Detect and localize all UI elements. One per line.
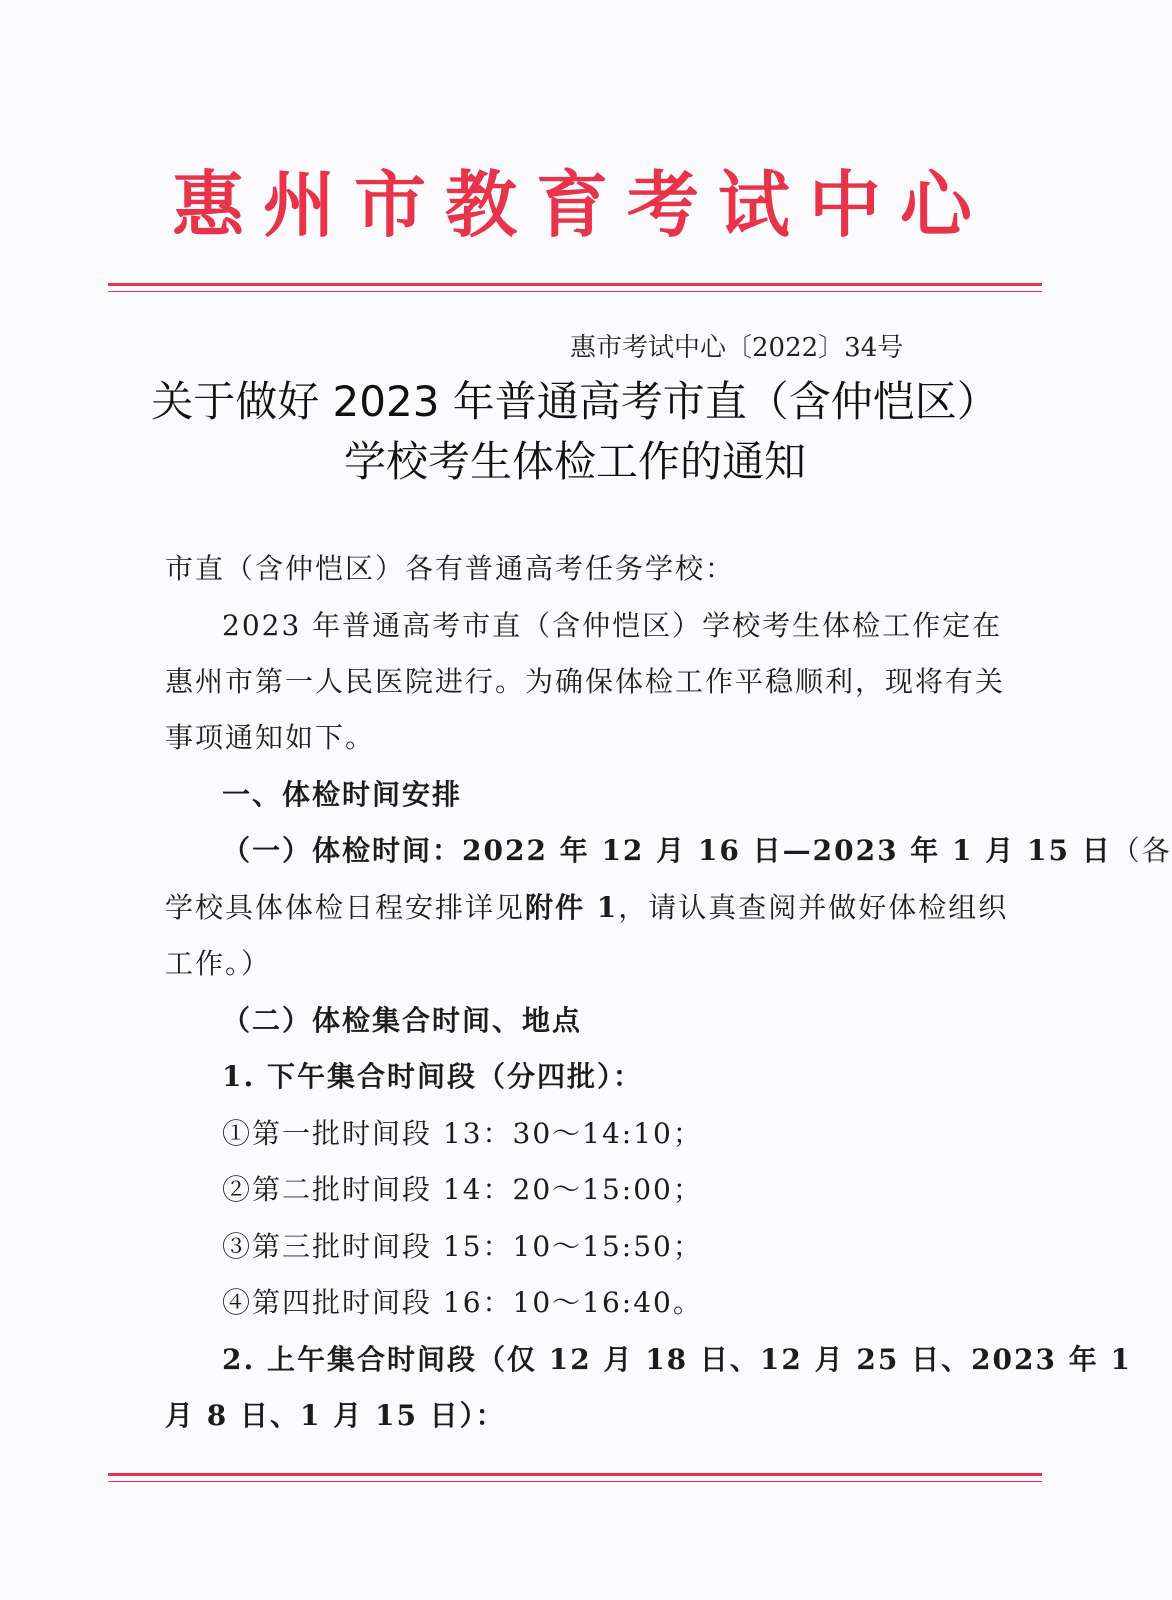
afternoon-heading: 1. 下午集合时间段（分四批）： [222, 1060, 643, 1093]
batch-item: ②第二批时间段 14：20～15:00； [222, 1173, 703, 1206]
masthead-char: 考 [626, 162, 699, 247]
salutation: 市直（含仲恺区）各有普通高考任务学校： [165, 552, 736, 585]
intro-line-2: 惠州市第一人民医院进行。为确保体检工作平稳顺利，现将有关 [165, 665, 1006, 698]
morning-heading-line-2: 月 8 日、1 月 15 日）： [165, 1399, 506, 1432]
section-1-heading: 一、体检时间安排 [222, 778, 463, 811]
item-1-line-2-b: ，请认真查阅并做好体检组织 [618, 891, 1009, 924]
masthead-divider-thin [108, 291, 1042, 292]
item-1-line-3: 工作。） [165, 947, 272, 980]
masthead-divider-thick [108, 283, 1042, 286]
footer-divider-thick [108, 1473, 1042, 1476]
title-line-2: 学校考生体检工作的通知 [343, 437, 806, 486]
masthead-org-name [172, 160, 972, 250]
intro-line-1: 2023 年普通高考市直（含仲恺区）学校考生体检工作定在 [222, 609, 1003, 642]
title-line-1: 关于做好 2023 年普通高考市直（含仲恺区） [151, 377, 999, 426]
item-2-heading: （二）体检集合时间、地点 [222, 1004, 583, 1037]
item-1-line-2 [165, 888, 1008, 928]
footer-divider-thin [108, 1481, 1042, 1482]
item-1-tail: （各 [1111, 834, 1172, 867]
item-1-label: （一）体检时间： [222, 834, 463, 867]
batch-item: ③第三批时间段 15：10～15:50； [222, 1230, 703, 1263]
masthead-char: 教 [444, 162, 517, 247]
intro-line-3: 事项通知如下。 [165, 721, 376, 754]
attachment-reference: 附件 1 [525, 891, 619, 924]
masthead-char: 惠 [172, 162, 245, 247]
masthead-char: 育 [535, 162, 608, 247]
item-1-line-2-a: 学校具体体检日程安排详见 [165, 891, 526, 924]
masthead-char: 州 [262, 162, 335, 247]
item-1-dates: 2022 年 12 月 16 日—2023 年 1 月 15 日 [462, 834, 1112, 867]
masthead-char: 市 [353, 162, 426, 247]
morning-heading-line-1: 2. 上午集合时间段（仅 12 月 18 日、12 月 25 日、2023 年 1 [222, 1343, 1132, 1376]
batch-item: ④第四批时间段 16：10～16:40。 [222, 1286, 703, 1319]
item-1-line-1 [222, 831, 1172, 871]
masthead-char: 心 [899, 162, 972, 247]
masthead-char: 试 [717, 162, 790, 247]
batch-item: ①第一批时间段 13：30～14:10； [222, 1117, 703, 1150]
document-number: 惠市考试中心〔2022〕34号 [570, 333, 904, 363]
masthead-char: 中 [808, 162, 881, 247]
